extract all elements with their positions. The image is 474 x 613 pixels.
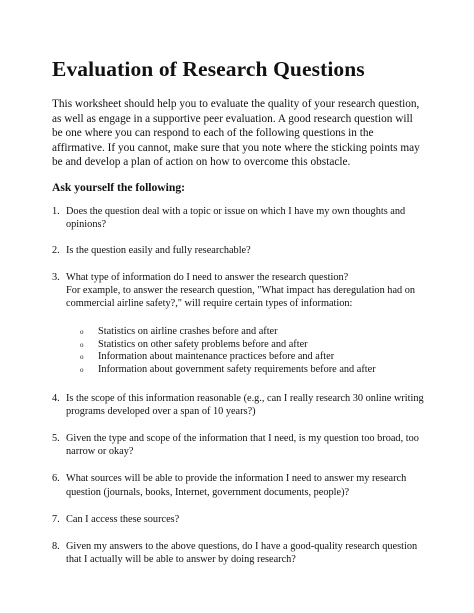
hollow-bullet-icon: o — [80, 353, 84, 362]
list-item — [80, 351, 424, 364]
question-text: What type of information do I need to answer the research question? — [66, 271, 349, 283]
question-number: 3. — [52, 271, 60, 283]
question-item — [52, 205, 424, 231]
list-item-text: Information about government safety requirements before and after — [98, 363, 376, 375]
question-item — [52, 392, 424, 418]
question-text: Can I access these sources? — [66, 513, 180, 525]
question-list — [52, 205, 424, 566]
list-item — [80, 326, 424, 339]
question-number: 5. — [52, 432, 60, 444]
list-item-text: Statistics on other safety problems before and after — [98, 338, 308, 350]
question-example: For example, to answer the research question, "What impact has deregulation had on commercial airline safety?," will require certain types of information: — [66, 284, 416, 309]
question-number: 7. — [52, 513, 60, 525]
hollow-bullet-icon: o — [80, 340, 84, 349]
hollow-bullet-icon: o — [80, 365, 84, 374]
question-number: 6. — [52, 473, 60, 485]
question-item — [52, 513, 424, 526]
question-text: What sources will be able to provide the information I need to answer my research question (journals, books, Internet, government documents, people)? — [66, 473, 407, 498]
question-item — [52, 271, 424, 377]
question-number: 8. — [52, 540, 60, 552]
question-item — [52, 472, 424, 498]
page-title: Evaluation of Research Questions — [52, 57, 365, 81]
question-text: Given the type and scope of the information that I need, is my question too broad, too narrow or okay? — [66, 432, 419, 458]
question-item — [52, 244, 424, 257]
list-item — [80, 364, 424, 377]
hollow-bullet-icon: o — [80, 328, 84, 337]
list-item-text: Statistics on airline crashes before and after — [98, 326, 278, 338]
question-number: 4. — [52, 392, 60, 404]
question-number: 1. — [52, 205, 60, 217]
question-item — [52, 432, 424, 458]
question-text: Does the question deal with a topic or issue on which I have my own thoughts and opinions? — [66, 205, 406, 231]
intro-paragraph: This worksheet should help you to evaluate the quality of your research question, as well as engage in a supportive peer evaluation. A good research question will be one where you can respond to each of the following questions in the affirmative. If you cannot, make sure that you note where the sticking points may be and develop a plan of action on how to overcome this obstacle. — [52, 98, 420, 169]
question-text: Is the question easily and fully researchable? — [66, 245, 251, 257]
question-number: 2. — [52, 245, 60, 257]
list-item — [80, 339, 424, 352]
question-text: Given my answers to the above questions, do I have a good-quality research question that I actually will be able to answer by doing research? — [66, 540, 418, 566]
list-item-text: Information about maintenance practices before and after — [98, 351, 335, 363]
question-item — [52, 540, 424, 566]
info-type-list — [66, 326, 424, 376]
ask-heading: Ask yourself the following: — [52, 180, 186, 194]
question-text: Is the scope of this information reasonable (e.g., can I really research 30 online writing programs developed over a span of 10 years?) — [66, 392, 424, 417]
